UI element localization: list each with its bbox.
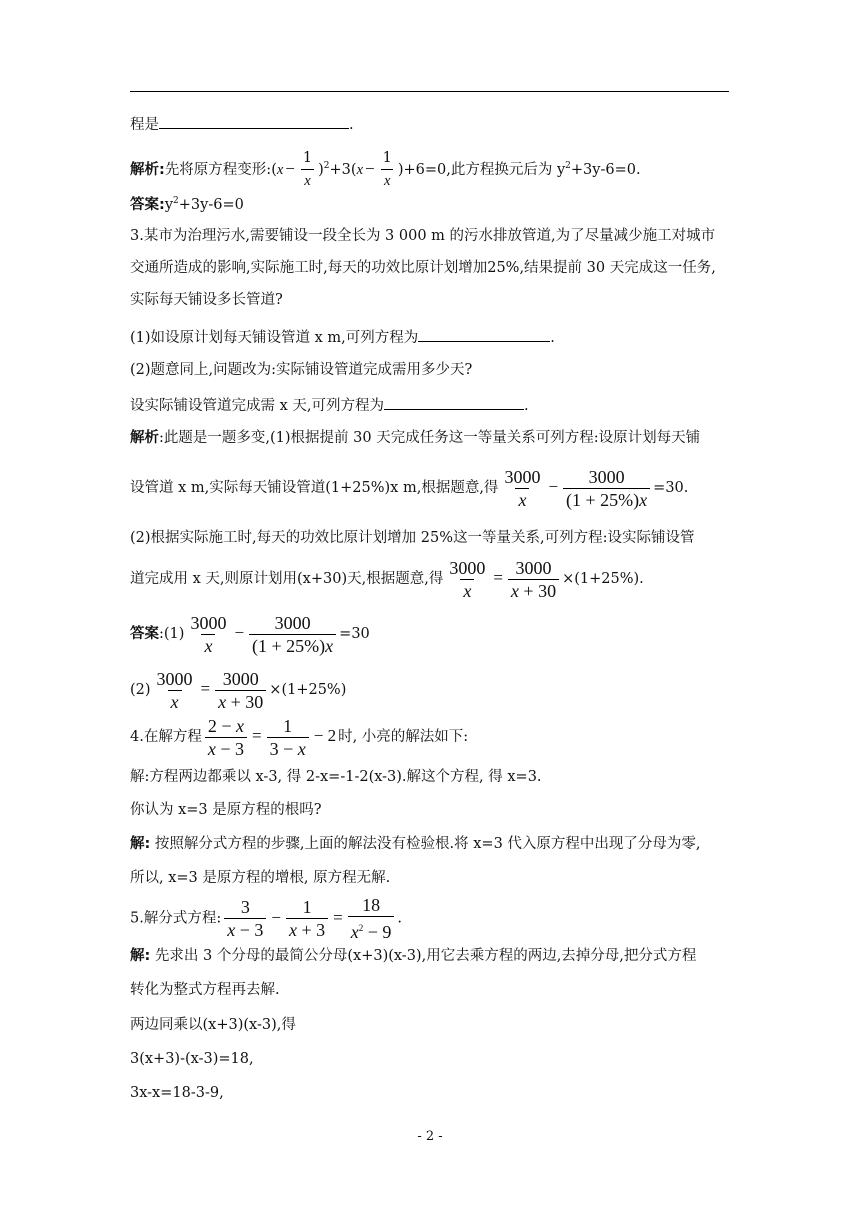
q3-line: 交通所造成的影响,实际施工时,每天的功效比原计划增加25%,结果提前 30 天完成这一任务, — [130, 260, 716, 276]
text: y — [164, 196, 174, 213]
q2-answer: 答案$:y^2+3y-6=0$ — [130, 196, 244, 213]
q5-step: 3(x+3)-(x-3)=18, — [130, 1051, 254, 1067]
q3-part1 — [130, 327, 555, 348]
text: . — [550, 330, 555, 346]
text: ×(1+25%) — [269, 682, 347, 698]
q3-line: 实际每天铺设多长管道? — [130, 292, 283, 308]
q5-step: 两边同乘以(x+3)(x-3),得 — [130, 1017, 296, 1033]
text: (2) — [130, 682, 151, 698]
q2-analysis: 解析:先将原方程变形:(x − $\frac{1}{x}$ )$^2$+3(x − $\frac{1}{x}$ )+6=0,此方程换元后为 $y^2+3y-6=0$. — [130, 146, 641, 192]
answer-label: 答案 — [130, 626, 159, 642]
q3-analysis-line1 — [130, 428, 700, 448]
q3-analysis-line3: (2)根据实际施工时,每天的功效比原计划增加 25%这一等量关系,可列方程:设实际铺设管 — [130, 530, 695, 546]
fraction: $\frac{3000}{x}$ — [156, 668, 193, 712]
fraction: $\frac{3000}{(1 + 25\%)x}$ — [249, 612, 336, 657]
text: 按照解分式方程的步骤,上面的解法没有检验根.将 x=3 代入原方程中出现了分母为零, — [150, 836, 701, 852]
q3-analysis-line4: 道完成用 x 天,则原计划用(x+30)天,根据题意,得 $\frac{3000}{x}$ = $\frac{3000}{x + 30}$ ×(1+25%). — [130, 557, 644, 601]
text: +3y-6=0. — [570, 161, 641, 178]
line-answer-blank — [130, 114, 354, 135]
text: . — [349, 117, 354, 133]
text: 程是 — [130, 117, 159, 133]
text: =30 — [339, 626, 370, 642]
q3-part2: (2)题意同上,问题改为:实际铺设管道完成需用多少天? — [130, 362, 473, 378]
q3-answer-2: (2) $\frac{3000}{x}$ = $\frac{3000}{x + 30}$ ×(1+25%) — [130, 668, 347, 712]
text: :此题是一题多变,(1)根据提前 30 天完成任务这一等量关系可列方程:设原计划每天铺 — [159, 430, 701, 446]
text: (1)如设原计划每天铺设管道 x m,可列方程为 — [130, 330, 419, 346]
q5-solution-line2: 转化为整式方程再去解. — [130, 982, 280, 998]
solution-label: 解: — [130, 836, 151, 852]
analysis-label: 解析 — [130, 161, 159, 178]
q4-question: 4.在解方程 $\frac{2 - x}{x - 3}$ = $\frac{1}{3 - x}$ − 2 时, 小亮的解法如下: — [130, 715, 469, 759]
q5-question: 5.解分式方程: $\frac{3}{x - 3}$ − $\frac{1}{x + 3}$ = $\frac{18}{x^2 - 9}$ . — [130, 895, 402, 942]
text: . — [397, 910, 402, 927]
answer-blank — [418, 327, 550, 342]
fraction: $\frac{1}{3 - x}$ — [267, 715, 309, 760]
q4-solution: 解:方程两边都乘以 x-3, 得 2-x=-1-2(x-3).解这个方程, 得 x=3. — [130, 769, 542, 785]
fraction: $\frac{3000}{x}$ — [190, 612, 227, 656]
text: :(1) — [159, 626, 185, 642]
answer-label: 答案 — [130, 196, 159, 213]
q3-answer-1: 答案:(1) $\frac{3000}{x}$ − $\frac{3000}{(1 + 25\%)x}$ =30 — [130, 612, 370, 656]
text: +3( — [329, 161, 357, 178]
q3-line: 3.某市为治理污水,需要铺设一段全长为 3 000 m 的污水排放管道,为了尽量减少施工对城市 — [130, 228, 716, 244]
superscript: 2 — [323, 161, 330, 171]
q4-ask: 你认为 x=3 是原方程的根吗? — [130, 802, 322, 818]
page-number: - 2 - — [417, 1129, 443, 1144]
text: 设实际铺设管道完成需 x 天,可列方程为 — [130, 398, 385, 414]
text: )+6=0,此方程换元后为 y — [397, 161, 566, 178]
fraction: $\frac{3000}{x}$ — [504, 466, 541, 510]
q3-part2-setup — [130, 395, 529, 416]
text: =30. — [653, 480, 689, 496]
fraction-1-over-x: $\frac{1}{x}$ — [380, 147, 395, 192]
q4-answer-line2: 所以, x=3 是原方程的增根, 原方程无解. — [130, 870, 391, 886]
q3-analysis-line2: 设管道 x m,实际每天铺设管道(1+25%)x m,根据题意,得 $\frac{3000}{x}$ − $\frac{3000}{(1 + 25\%)x}$ =30. — [130, 466, 689, 510]
q5-step: 3x-x=18-3-9, — [130, 1085, 224, 1101]
text: 先将原方程变形:( — [164, 161, 277, 178]
text: +3y-6=0 — [178, 196, 244, 213]
fraction-1-over-x: $\frac{1}{x}$ — [300, 147, 315, 192]
answer-blank — [159, 114, 349, 129]
fraction: $\frac{1}{x + 3}$ — [286, 896, 328, 941]
text: 时, 小亮的解法如下: — [338, 729, 469, 745]
fraction: $\frac{3}{x - 3}$ — [224, 896, 266, 941]
analysis-label: 解析 — [130, 430, 159, 446]
fraction: $\frac{3000}{x + 30}$ — [215, 668, 266, 713]
header-rule — [130, 91, 729, 92]
fraction: $\frac{3000}{(1 + 25\%)x}$ — [563, 466, 650, 511]
fraction: $\frac{3000}{x + 30}$ — [508, 557, 559, 602]
text: 先求出 3 个分母的最简公分母(x+3)(x-3),用它去乘方程的两边,去掉分母,把分式方程 — [150, 948, 697, 964]
text: . — [524, 398, 529, 414]
text: 5.解分式方程: — [130, 910, 222, 927]
text: ) — [318, 161, 324, 178]
text: 4.在解方程 — [130, 729, 202, 745]
text: 设管道 x m,实际每天铺设管道(1+25%)x m,根据题意,得 — [130, 480, 499, 496]
fraction: $\frac{3000}{x}$ — [449, 557, 486, 601]
q4-answer-line1 — [130, 834, 701, 854]
answer-blank — [384, 395, 524, 410]
q5-solution-line1 — [130, 946, 696, 966]
text: 道完成用 x 天,则原计划用(x+30)天,根据题意,得 — [130, 571, 444, 587]
solution-label: 解: — [130, 948, 151, 964]
fraction: $\frac{18}{x^2 - 9}$ — [348, 894, 395, 943]
fraction: $\frac{2 - x}{x - 3}$ — [205, 715, 247, 760]
text: ×(1+25%). — [562, 571, 644, 587]
